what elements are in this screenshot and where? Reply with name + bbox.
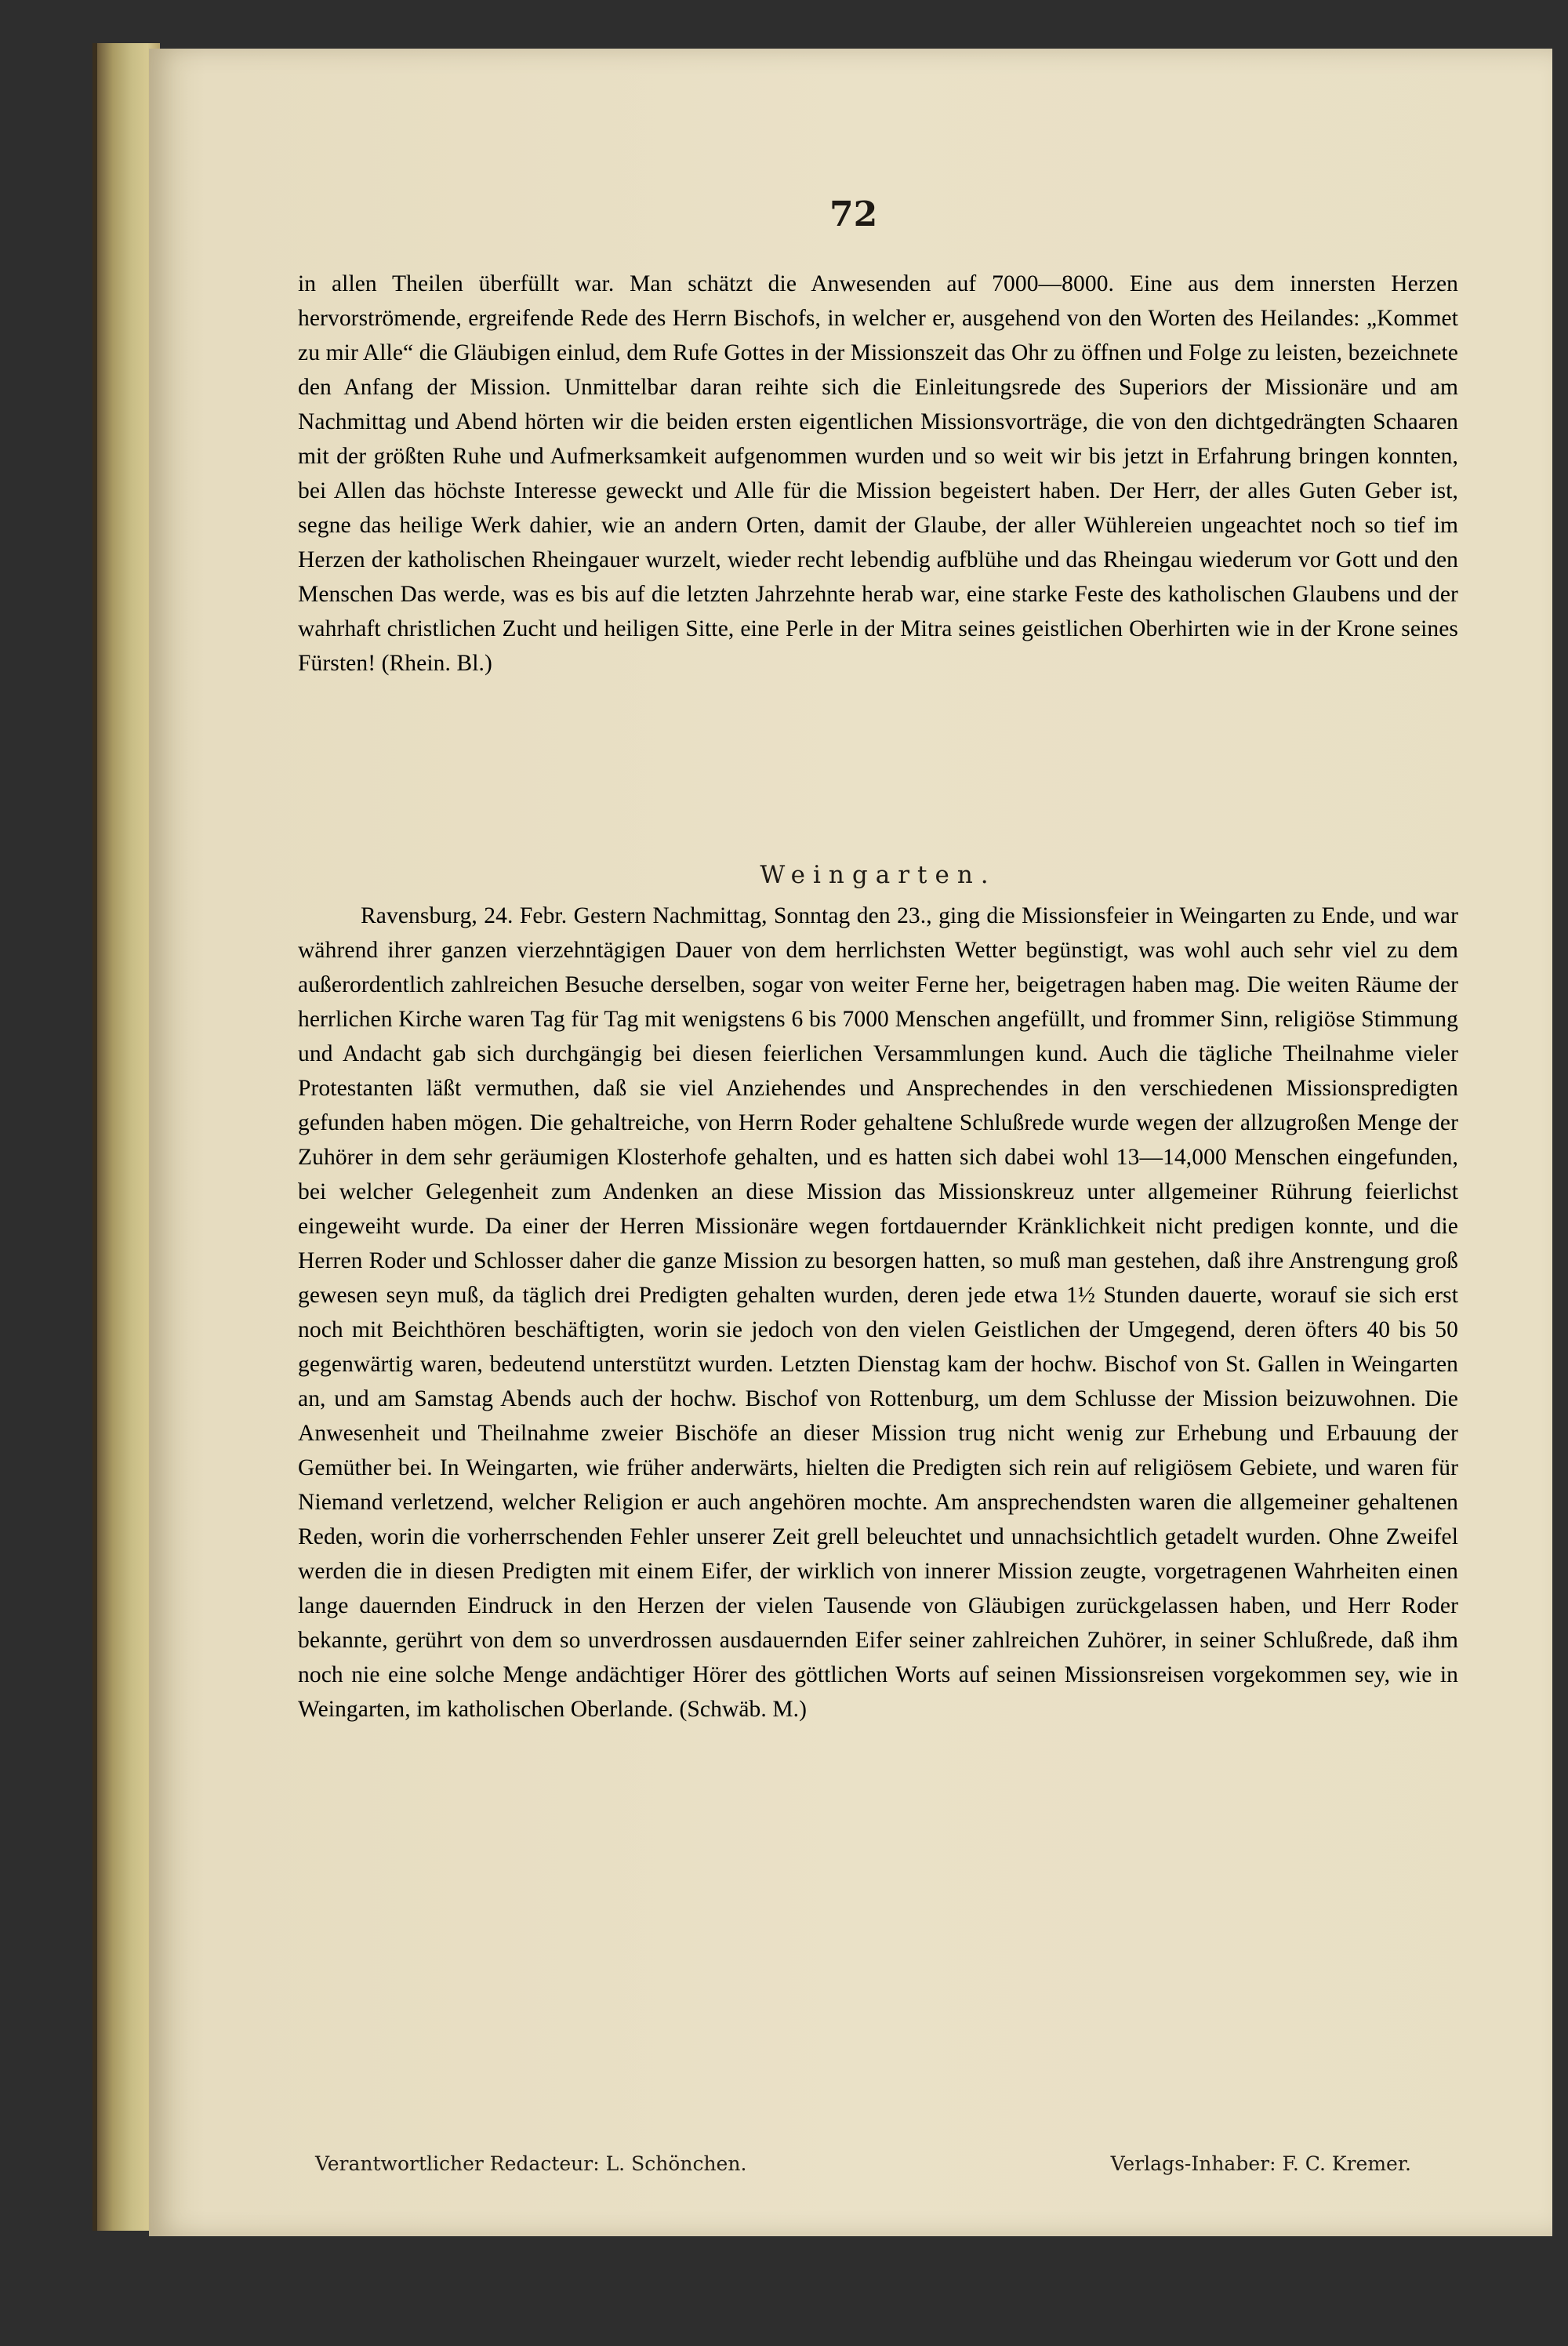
- page-number: 72: [829, 194, 878, 234]
- section-heading: Weingarten.: [760, 861, 996, 889]
- footer-publisher: Verlags-Inhaber: F. C. Kremer.: [1110, 2152, 1411, 2175]
- article-rhine-paragraph: in allen Theilen überfüllt war. Man schätzt die Anwesenden auf 7000—8000. Eine aus dem innersten Herzen hervorströmende, ergreifende Rede des Herrn Bischofs, in welcher er, ausgehend von den Worten des Heilandes: „Kommet zu mir Alle“ die Gläubigen einlud, dem Rufe Gottes in der Missionszeit das Ohr zu öffnen und Folge zu leisten, bezeichnete den Anfang der Mission. Unmittelbar daran reihte sich die Einleitungsrede des Superiors der Missionäre und am Nachmittag und Abend hörten wir die beiden ersten eigentlichen Missionsvorträge, die von den dichtgedrängten Schaaren mit der größten Ruhe und Aufmerksamkeit aufgenommen wurden und so weit wir bis jetzt in Erfahrung bringen konnten, bei Allen das höchste Interesse geweckt und Alle für die Mission begeistert haben. Der Herr, der alles Guten Geber ist, segne das heilige Werk dahier, wie an andern Orten, damit der Glaube, der aller Wühlereien ungeachtet noch so tief im Herzen der katholischen Rheingauer wurzelt, wieder recht lebendig aufblühe und das Rheingau wiederum vor Gott und den Menschen Das werde, was es bis auf die letzten Jahrzehnte herab war, eine starke Feste des katholischen Glaubens und der wahrhaft christlichen Zucht und heiligen Sitte, eine Perle in der Mitra seines geistlichen Oberhirten wie in der Krone seines Fürsten! (Rhein. Bl.): [298, 271, 1458, 676]
- footer-editor: Verantwortlicher Redacteur: L. Schönchen.: [315, 2152, 747, 2175]
- article-weingarten-paragraph: Ravensburg, 24. Febr. Gestern Nachmittag, Sonntag den 23., ging die Missionsfeier in Weingarten zu Ende, und war während ihrer ganzen vierzehntägigen Dauer von dem herrlichsten Wetter begünstigt, was wohl auch sehr viel zu dem außerordentlich zahlreichen Besuche derselben, sogar von weiter Ferne her, beigetragen haben mag. Die weiten Räume der herrlichen Kirche waren Tag für Tag mit wenigstens 6 bis 7000 Menschen angefüllt, und frommer Sinn, religiöse Stimmung und Andacht gab sich durchgängig bei diesen feierlichen Versammlungen kund. Auch die tägliche Theilnahme vieler Protestanten läßt vermuthen, daß sie viel Anziehendes und Ansprechendes in den verschiedenen Missionspredigten gefunden haben mögen. Die gehaltreiche, von Herrn Roder gehaltene Schlußrede wurde wegen der allzugroßen Menge der Zuhörer in dem sehr geräumigen Klosterhofe gehalten, und es hatten sich dabei wohl 13—14,000 Menschen eingefunden, bei welcher Gelegenheit zum Andenken an diese Mission das Missionskreuz unter allgemeiner Rührung feierlichst eingeweiht wurde. Da einer der Herren Missionäre wegen fortdauernder Kränklichkeit nicht predigen konnte, und die Herren Roder und Schlosser daher die ganze Mission zu besorgen hatten, so muß man gestehen, daß ihre Anstrengung groß gewesen seyn muß, da täglich drei Predigten gehalten wurden, deren jede etwa 1½ Stunden dauerte, worauf sie sich erst noch mit Beichthören beschäftigten, worin sie jedoch von den vielen Geistlichen der Umgegend, deren öfters 40 bis 50 gegenwärtig waren, bedeutend unterstützt wurden. Letzten Dienstag kam der hochw. Bischof von St. Gallen in Weingarten an, und am Samstag Abends auch der hochw. Bischof von Rottenburg, um dem Schlusse der Mission beizuwohnen. Die Anwesenheit und Theilnahme zweier Bischöfe an dieser Mission trug nicht wenig zur Erhebung und Erbauung der Gemüther bei. In Weingarten, wie früher anderwärts, hielten die Predigten sich rein auf religiösem Gebiete, und waren für Niemand verletzend, welcher Religion er auch angehören mochte. Am ansprechendsten waren die allgemeiner gehaltenen Reden, worin die vorherrschenden Fehler unserer Zeit grell beleuchtet und unnachsichtlich getadelt wurden. Ohne Zweifel werden die in diesen Predigten mit einem Eifer, der wirklich von innerer Mission zeugte, vorgetragenen Wahrheiten einen lange dauernden Eindruck in den Herzen der vielen Tausende von Gläubigen zurückgelassen haben, und Herr Roder bekannte, gerührt von dem so unverdrossen ausdauernden Eifer seiner zahlreichen Zuhörer, in seiner Schlußrede, daß ihm noch nie eine solche Menge andächtiger Hörer des göttlichen Worts auf seinen Missionsreisen vorgekommen sey, wie in Weingarten, im katholischen Oberlande. (Schwäb. M.): [298, 903, 1458, 1722]
